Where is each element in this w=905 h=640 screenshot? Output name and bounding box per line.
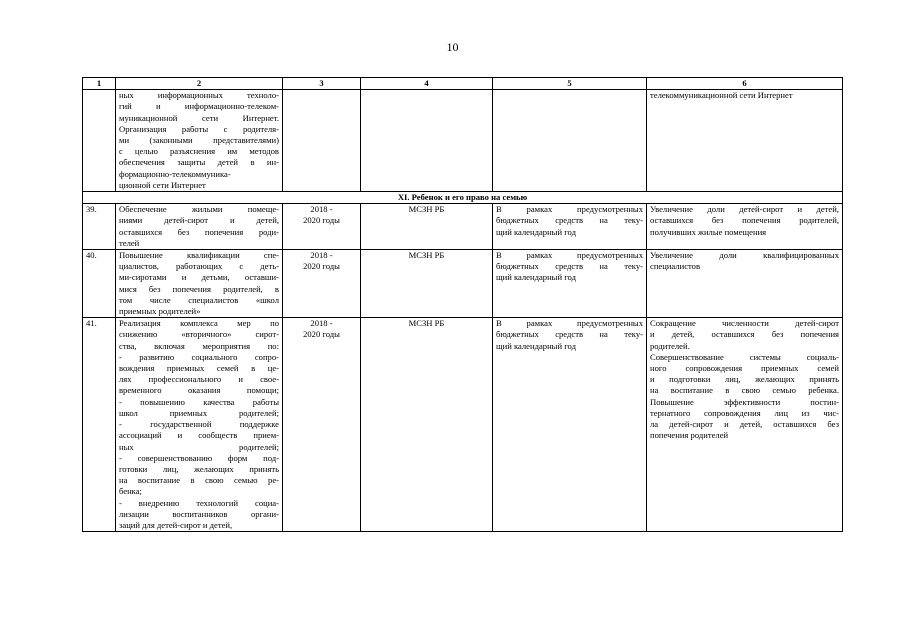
text-line: готовки лиц, желающих принять [119,463,279,474]
measure-text [116,204,283,250]
funding-text [493,204,647,250]
period-text [283,204,361,250]
executor-text: МСЗН РБ [361,204,493,250]
text-line: ми (законными представителями) [119,135,279,146]
text-line: попечения родителей [650,430,729,441]
text-line: 2018 - [310,318,333,329]
text-line: на воспитание в свою семью ре- [119,475,279,486]
text-line: В рамках предусмотренных [496,250,643,261]
text-line: Совершенствование системы социаль- [650,351,839,362]
text-line: ниями детей-сирот и детей, [119,215,279,226]
row-number: 41. [83,318,116,532]
plan-table [82,77,843,532]
text-line: лизации воспитанников органи- [119,508,279,519]
text-line: 2020 годы [303,261,340,272]
text-line: получивших жилые помещения [650,226,767,237]
text-line: снижению «вторичного» сирот- [119,329,279,340]
result-text [647,318,843,532]
text-line: специалистов [650,261,701,272]
text-line: Обеспечение жилыми помеще- [119,204,279,215]
text-line: щий календарный год [496,272,576,283]
text-line: телей [119,237,140,248]
measure-text [116,318,283,532]
text-line: 2018 - [310,250,333,261]
table-row [83,204,843,250]
text-line: Сокращение численности детей-сирот [650,318,839,329]
text-line: Повышение эффективности постин- [650,396,839,407]
text-line: ассоциаций и сообществ прием- [119,430,279,441]
text-line: щий календарный год [496,340,576,351]
text-line: ционной сети Интернет [119,179,206,190]
text-line: Увеличение доли квалифицированных [650,250,839,261]
period-text [283,318,361,532]
text-line: и подготовки лиц, желающих принять [650,374,839,385]
text-line: заций для детей-сирот и детей, [119,519,233,530]
funding-text [493,250,647,318]
column-header: 6 [647,78,843,90]
text-line: ных родителей; [119,441,279,452]
text-line: - повышению качества работы [119,396,279,407]
column-header: 3 [283,78,361,90]
continuation-col2 [116,90,283,192]
text-line: ного сопровождения приемных семей [650,363,839,374]
table-row [83,250,843,318]
text-line: ла детей-сирот и детей, оставшихся без [650,419,839,430]
text-line: вождения приемных семей в це- [119,363,279,374]
text-line: с целью разъяснения им методов [119,146,279,157]
column-header: 4 [361,78,493,90]
result-text [647,250,843,318]
text-line: оставшихся без попечения роди- [119,226,279,237]
page-number: 10 [446,40,459,54]
text-line: ми-сиротами и детьми, оставши- [119,272,279,283]
text-line: щий календарный год [496,226,576,237]
text-line: Повышение квалификации спе- [119,250,279,261]
column-number-row [83,78,843,90]
section-row [83,192,843,204]
text-line: тернатного сопровождения лиц из чис- [650,407,839,418]
executor-text: МСЗН РБ [361,250,493,318]
text-line: на воспитание в свою семью ребенка. [650,385,839,396]
text-line: 2018 - [310,204,333,215]
text-line: обеспечения защиты детей в ин- [119,157,279,168]
period-text [283,250,361,318]
text-line: Увеличение доли детей-сирот и детей, [650,204,839,215]
text-line: приемных родителей» [119,306,201,317]
text-line: ства, включая мероприятия по: [119,340,279,351]
text-line: лях профессионального и свое- [119,374,279,385]
text-line: ных информационных техноло- [119,90,279,101]
text-line: 2020 годы [303,329,340,340]
text-line: бенка; [119,486,142,497]
text-line: - развитию социального сопро- [119,351,279,362]
column-header: 5 [493,78,647,90]
text-line: и детей, оставшихся без попечения [650,329,839,340]
text-line: Организация работы с родителя- [119,123,279,134]
measure-text [116,250,283,318]
text-line: - совершенствованию форм под- [119,452,279,463]
text-line: том числе специалистов «школ [119,294,279,305]
text-line: В рамках предусмотренных [496,204,643,215]
table-row [83,318,843,532]
text-line: В рамках предусмотренных [496,318,643,329]
text-line: - государственной поддержке [119,419,279,430]
text-line: мися без попечения родителей, в [119,283,279,294]
text-line: бюджетных средств на теку- [496,215,643,226]
text-line: оставшихся без попечения родителей, [650,215,839,226]
text-line: гий и информационно-телеком- [119,101,279,112]
column-header: 2 [116,78,283,90]
continuation-col6 [647,90,843,192]
executor-text: МСЗН РБ [361,318,493,532]
text-line: родителей. [650,340,690,351]
text-line: циалистов, работающих с деть- [119,261,279,272]
section-title: XI. Ребенок и его право на семью [83,192,843,204]
funding-text [493,318,647,532]
text-line: - внедрению технологий социа- [119,497,279,508]
text-line: телекоммуникационной сети Интернет [650,90,793,101]
column-header: 1 [83,78,116,90]
row-number: 40. [83,250,116,318]
text-line: бюджетных средств на теку- [496,261,643,272]
text-line: бюджетных средств на теку- [496,329,643,340]
text-line: формационно-телекоммуника- [119,168,231,179]
result-text [647,204,843,250]
text-line: Реализация комплекса мер по [119,318,279,329]
text-line: муникационной сети Интернет. [119,112,279,123]
continuation-row [83,90,843,192]
text-line: временного оказания помощи; [119,385,279,396]
text-line: школ приемных родителей; [119,407,279,418]
row-number: 39. [83,204,116,250]
text-line: 2020 годы [303,215,340,226]
